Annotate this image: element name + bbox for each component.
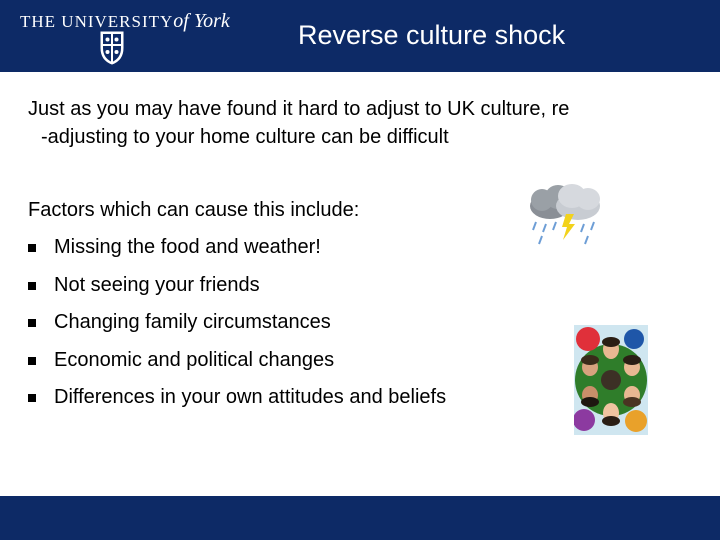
university-crest-icon bbox=[99, 30, 125, 66]
list-item bbox=[28, 274, 446, 312]
list-item-text: Differences in your own attitudes and beliefs bbox=[54, 386, 447, 408]
header-bar bbox=[0, 0, 720, 72]
list-item-text: Changing family circumstances bbox=[54, 311, 331, 333]
footer-bar bbox=[0, 496, 720, 540]
bullet-square-icon bbox=[28, 394, 36, 402]
list-item-text: Missing the food and weather! bbox=[54, 236, 321, 258]
list-item bbox=[28, 349, 446, 387]
bullet-square-icon bbox=[28, 319, 36, 327]
list-item bbox=[28, 311, 446, 349]
list-item bbox=[28, 236, 446, 274]
slide-title: Reverse culture shock bbox=[298, 20, 566, 50]
bullet-square-icon bbox=[28, 244, 36, 252]
storm-cloud-icon bbox=[522, 180, 606, 248]
list-item-text: Not seeing your friends bbox=[54, 273, 260, 296]
intro-line-1: Just as you may have found it hard to adjust to UK culture, re bbox=[28, 98, 570, 120]
factors-heading: Factors which can cause this include: bbox=[28, 199, 360, 221]
group-of-friends-photo bbox=[574, 325, 648, 435]
bullet-square-icon bbox=[28, 282, 36, 290]
list-item-text: Economic and political changes bbox=[54, 348, 335, 371]
list-item bbox=[28, 386, 446, 424]
bullet-square-icon bbox=[28, 357, 36, 365]
logo-prefix: THE UNIVERSITY bbox=[20, 12, 174, 31]
intro-paragraph bbox=[28, 95, 688, 151]
intro-line-2: -adjusting to your home culture can be difficult bbox=[41, 126, 449, 148]
factors-list bbox=[28, 236, 446, 424]
logo-suffix: of York bbox=[173, 10, 230, 32]
